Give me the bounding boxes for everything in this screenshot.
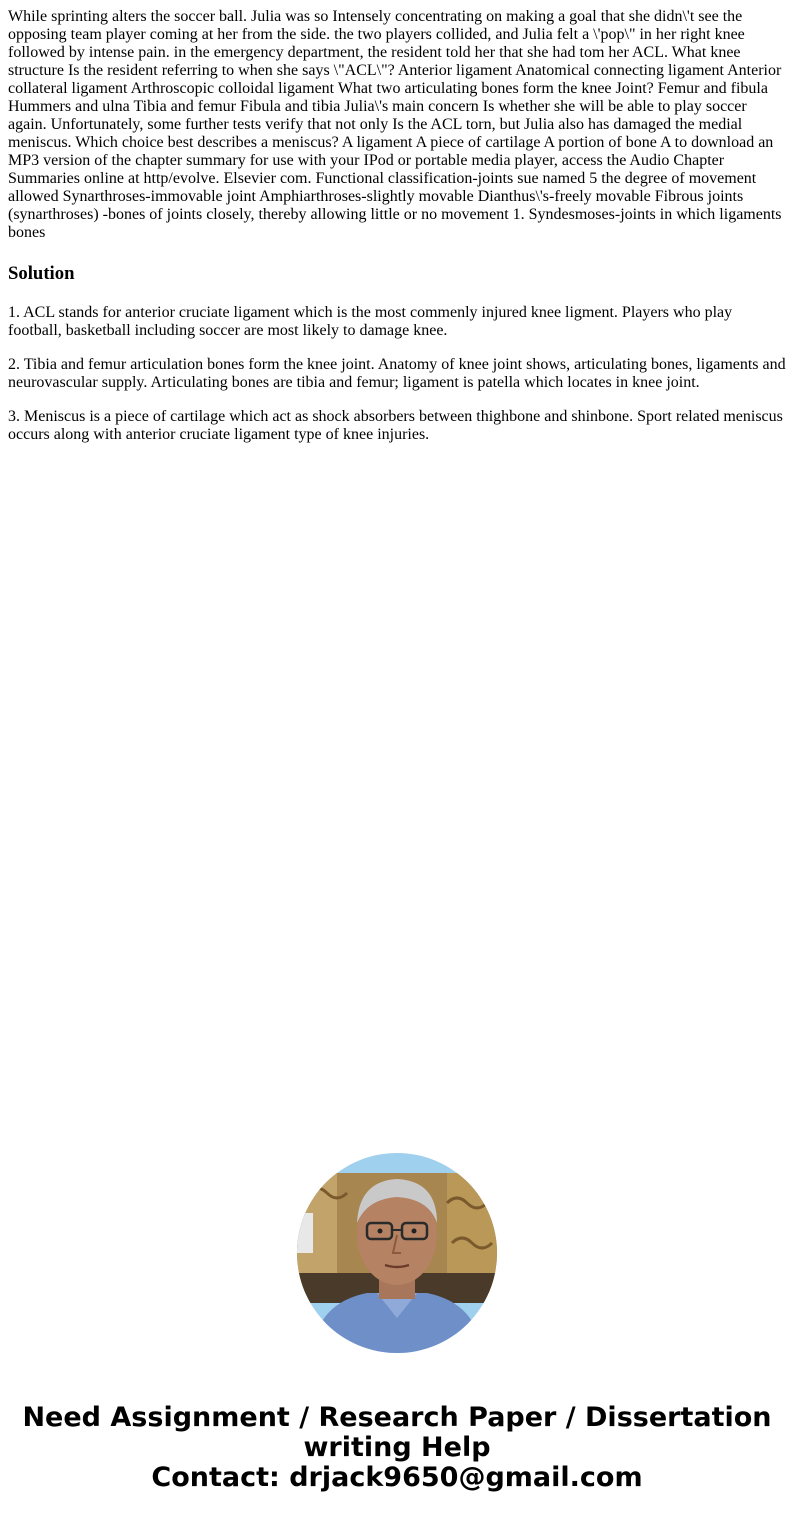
question-text: While sprinting alters the soccer ball. Julia was so Intensely concentrating on making a goal that she didn\'t see the opposing team player coming at her from the side. the two players collided, and Julia felt a \'pop\" in her right knee followed by intense pain. in the emergency department, the resident told her that she had tom her ACL. What knee structure Is the resident referring to when she says \"ACL\"? Anterior ligament Anatomical connecting ligament Anterior collateral ligament Arthroscopic colloidal ligament What two articulating bones form the knee Joint? Femur and fibula Hummers and ulna Tibia and femur Fibula and tibia Julia\'s main concern Is whether she will be able to play soccer again. Unfortunately, some further tests verify that not only Is the ACL torn, but Julia also has damaged the medial meniscus. Which choice best describes a meniscus? A ligament A piece of cartilage A portion of bone A to download an MP3 version of the chapter summary for use with your IPod or portable media player, access the Audio Chapter Summaries online at http/evolve. Elsevier com. Functional classification-joints sue named 5 the degree of movement allowed Synarthroses-immovable joint Amphiarthroses-slightly movable Dianthus\'s-freely movable Fibrous joints (synarthroses) -bones of joints closely, thereby allowing little or no movement 1. Syndesmoses-joints in which ligaments bones: [8, 8, 782, 241]
promo-banner: [0, 1403, 794, 1493]
answer-1: 1. ACL stands for anterior cruciate ligament which is the most commenly injured knee ligment. Players who play football, basketball including soccer are most likely to damage knee.: [8, 304, 733, 339]
author-portrait-image: [297, 1153, 497, 1353]
promo-line-2: writing Help: [303, 1432, 491, 1463]
solution-heading: Solution: [8, 263, 75, 284]
article-content: [8, 8, 788, 444]
author-avatar: [297, 1153, 497, 1353]
answer-2: 2. Tibia and femur articulation bones form the knee joint. Anatomy of knee joint shows, articulating bones, ligaments and neurovascular supply. Articulating bones are tibia and femur; ligament is patella which locates in knee joint.: [8, 356, 786, 391]
promo-line-1: Need Assignment / Research Paper / Dissertation: [22, 1402, 772, 1433]
answer-3: 3. Meniscus is a piece of cartilage which act as shock absorbers between thighbone and shinbone. Sport related meniscus occurs along with anterior cruciate ligament type of knee injuries.: [8, 408, 783, 443]
promo-contact: Contact: drjack9650@gmail.com: [151, 1462, 643, 1493]
